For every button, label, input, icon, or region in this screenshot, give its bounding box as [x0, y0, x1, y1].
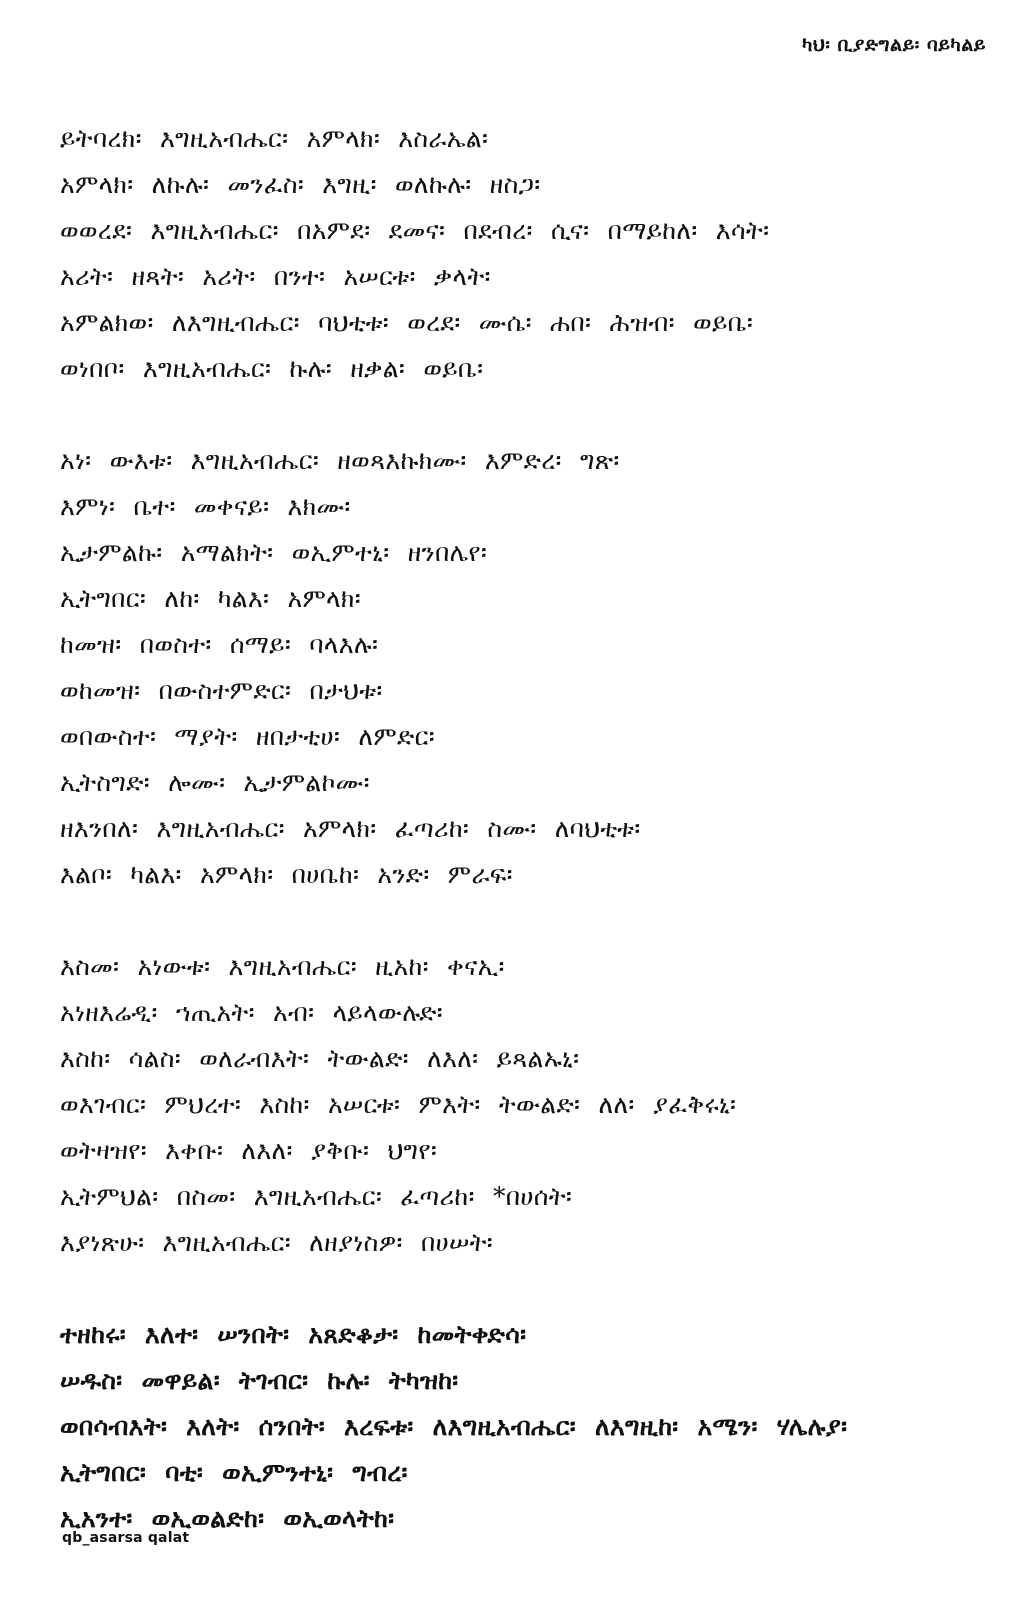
text-line: ወእገብር፡ ምህረተ፡ እስከ፡ አሠርቱ፡ ምእት፡ ትውልድ፡ ለለ፡ ያፈቅሩኒ፡: [60, 1090, 737, 1119]
text-line: ወወረደ፡ እግዚአብሔር፡ በአምደ፡ ደመና፡ በደብረ፡ ሲና፡ በማይከለ፡ እሳት፡: [60, 216, 770, 245]
text-line: እምነ፡ ቤተ፡ መቀናይ፡ እክሙ፡: [60, 492, 351, 521]
text-line: ኢአንተ፡ ወኢወልድከ፡ ወኢወላትከ፡: [60, 1504, 395, 1533]
text-line: እልቦ፡ ካልእ፡ አምላክ፡ በሀቤከ፡ አንድ፡ ምራፍ፡: [60, 860, 513, 889]
text-line: ወበሳብእት፡ እለት፡ ሰንበት፡ እረፍቱ፡ ለእግዚአብሔር፡ ለእግዚከ፡ አሜን፡ ሃሌሉያ፡: [60, 1412, 848, 1441]
document-body: [60, 116, 1000, 1542]
text-line: አምልክወ፡ ለእግዚብሔር፡ ባህቲቱ፡ ወረደ፡ ሙሴ፡ ሐበ፡ ሕዝብ፡ ወይቤ፡: [60, 308, 754, 337]
page-header: ካህ፡ ቢያድግልይ፡ ባይካልይ: [802, 34, 986, 56]
text-line: ዘእንበለ፡ እግዚአብሔር፡ አምላክ፡ ፈጣሪከ፡ ስሙ፡ ለባህቲቱ፡: [60, 814, 641, 843]
page-footer: qb_asarsa qalat: [62, 1530, 190, 1546]
text-line: ወነበቦ፡ እግዚአብሔር፡ ኩሉ፡ ዘቃል፡ ወይቤ፡: [60, 354, 484, 383]
text-line: አምላክ፡ ለኩሉ፡ መንፈስ፡ እግዚ፡ ወለኩሉ፡ ዘስጋ፡: [60, 170, 541, 199]
text-line: ተዘከሩ፡ እለተ፡ ሠንበት፡ አጸድቆታ፡ ከመትቀድሳ፡: [60, 1320, 527, 1349]
stanza-4: [60, 1312, 1000, 1542]
text-line: እስመ፡ አነውቱ፡ እግዚአብሔር፡ ዚአከ፡ ቀናኢ፡: [60, 952, 505, 981]
stanza-2: [60, 438, 1000, 898]
text-line: አነ፡ ውእቱ፡ እግዚአብሔር፡ ዘወጻእኩክሙ፡ እምድረ፡ ግጽ፡: [60, 446, 620, 475]
text-line: ወከመዝ፡ በውስተምድር፡ በታህቱ፡: [60, 676, 383, 705]
text-line: ወበውስተ፡ ማያት፡ ዘበታቲሀ፡ ለምድር፡: [60, 722, 435, 751]
text-line: አሪት፡ ዘጻት፡ አሪት፡ በንተ፡ አሠርቱ፡ ቃላት፡: [60, 262, 491, 291]
text-line: ኢትግበር፡ ባቲ፡ ወኢምንተኒ፡ ግብረ፡: [60, 1458, 408, 1487]
text-line: ኢትስግድ፡ ሎሙ፡ ኢታምልኮሙ፡: [60, 768, 370, 797]
text-line: ይትባረክ፡ እግዚአብሔር፡ አምላክ፡ እስራኤል፡: [60, 124, 489, 153]
text-line: ኢትምህል፡ በስመ፡ እግዚአብሔር፡ ፈጣሪከ፡ *በሀሰት፡: [60, 1182, 573, 1211]
text-line: እያነጽሁ፡ እግዚአብሔር፡ ለዘያነስዎ፡ በሀሠት፡: [60, 1228, 493, 1257]
text-line: አነዘእሬዲ፡ ኀጢአት፡ አብ፡ ላይላውሉድ፡: [60, 998, 443, 1027]
text-line: ኢታምልኩ፡ አማልክት፡ ወኢምተኒ፡ ዘንበሌየ፡: [60, 538, 488, 567]
text-line: ወትዛዝየ፡ እቀቡ፡ ለእለ፡ ያቅቡ፡ ህግየ፡: [60, 1136, 438, 1165]
text-line: ኢትግበር፡ ለከ፡ ካልእ፡ አምላክ፡: [60, 584, 361, 613]
text-line: እስከ፡ ሳልስ፡ ወለራብእት፡ ትውልድ፡ ለእለ፡ ይጻልኡኒ፡: [60, 1044, 580, 1073]
stanza-1: [60, 116, 1000, 392]
text-line: ሠዱስ፡ መዋይል፡ ትገብር፡ ኩሉ፡ ትካዝከ፡: [60, 1366, 459, 1395]
stanza-3: [60, 944, 1000, 1266]
text-line: ከመዝ፡ በወስተ፡ ሰማይ፡ ባላእሉ፡: [60, 630, 379, 659]
